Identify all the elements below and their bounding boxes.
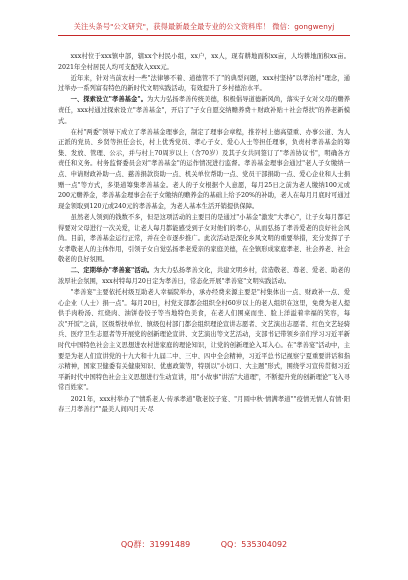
paragraph-village-intro: xxx村位于xxx镇中部，辖xx个村民小组，xx户，xx人，现有耕地面积xx亩，人均耕地面积xx亩。2021年全村居民人均可支配收入xxx元。 (58, 53, 350, 71)
section-one-intro: 为大力弘扬孝善传统美德，积极倡导道德新风尚，落实子女对父母的赡养责任，xxx村通过探索设立"孝善基金"，开启了"子女自愿交纳赡养费＋财政补贴＋社会帮扶"的养老新模式。 (58, 96, 351, 125)
footer-contact (0, 539, 408, 550)
paragraph-2021-events: 2021年，xxx村举办了"情系老人·传承孝道"敬老饺子宴、"月圆中秋·情满孝道""疫情无情人有情·阳春三月孝善行""最美人间四月天·尽 (58, 395, 350, 414)
section-heading-one: 一、探索设立"孝善基金"。 (70, 96, 148, 104)
footer-qq-group: QQ群：31991489 (120, 540, 191, 549)
section-two-intro: 为大力弘扬孝善文化，共建文明乡村，营造敬老、尊老、爱老、助老的浓厚社会氛围，xxx村特每月20日定为孝善日，常态化开展"孝善宴"文明实践活动。 (58, 267, 351, 285)
paragraph-banquet-details: "孝善宴"主要依托村级互助老人幸福院举办，承办经费来源主要是"村集体出一点、财政补一点、爱心企业（人士）捐一点"。每月20日，村党支部都会组织全村60岁以上的老人组织在这里，免费为老人提供手肉粉汤、红烧肉、油饼卷饺子等当地特色美食，在老人们围桌而坐、脸上洋溢着幸福的笑容，每次"开饭"之前，区级帮扶单位、镇级包村部门都会组织理论宣讲志愿者、文艺演出志愿者、红色文艺轻骑兵、医疗卫生志愿者等开展党的创新理论宣讲、文艺演出等文艺活动，支部书记带领乡亲们学习习近平新时代中国特色社会主义思想进农村进家庭的理论知识，让党的创新理论入耳入心。在"孝善宴"活动中，主要是为老人们宣讲党的十九大和十九届二中、三中、四中全会精神，习近平总书记视察宁夏重要讲话和指示精神，国家卫健委有关健康知识、优惠政策等，特别以"小切口、大主题"形式，围绕学习宣传贯彻习近平新时代中国特色社会主义思想进行生动宣讲，用"小故事"讲活"大道理"，不断提升党的创新理论"飞入寻常百姓家"。 (58, 289, 350, 392)
section-heading-two: 二、定期举办"孝善宴"活动。 (70, 267, 154, 275)
section-two (58, 266, 350, 287)
header-banner: 关注头条号"公文研究"，获得最新最全最专业的公文资料库！ 微信：gongwenyj (73, 22, 335, 31)
paragraph-fund-details: 在村"两委"领导下成立了孝善基金理事会，制定了理事会章程，推荐村上德高望重、办事公道、为人正派的党员、乡贤等担任会长，村上优秀党员、孝心子女、爱心人士等担任理事，负责村孝善基金的筹集、发放、管理、公示，并与村上70周岁以上（含70岁）及其子女共同签订了"孝善协议书"，明确各方责任和义务。村务监督委员会对"孝善基金"的运作情况进行监督。孝善基金理事会通过"老人子女缴纳一点、申请财政补助一点、慈善捐款资助一点、机关单位帮助一点、党员干部捐助一点、爱心企业和人士捐赠一点"等方式，多渠道筹集孝善基金。老人的子女根据个人意愿，每月25日之前为老人缴纳100元或200元赡养金，孝善基金理事会在子女缴纳的赡养金的基础上给予20%的补助，老人在每月月底时可通过现金领取到120元或240元的孝善基金，为老人基本生活开销提供保障。 (58, 128, 350, 210)
paragraph-fund-effect: 虽然老人领到的钱数不多，但是这项活动的主要目的是通过"小基金"激发"大孝心"，让子女每月都记得要对父母进行一次关爱，让老人每月都能感受到子女对他们的孝心，从而弘扬了孝善爱老的良好社会风尚。目前，孝善基金运行正常，并在全市逐步推广。此次活动是深化乡风文明的重要举措，充分发挥了子女孝敬老人的主体作用，引领子女自觉弘扬孝老爱亲的家庭美德，在全镇形成家庭孝老、社会养老、社会敬老的良好氛围。 (58, 213, 350, 264)
header-divider (58, 35, 350, 36)
document-body (58, 52, 350, 416)
section-one (58, 95, 350, 127)
paragraph-overview: 近年来，针对当前农村一些"法律够不着、道德管不了"的典型问题，xxx村坚持"以孝治村"理念，通过举办一系列富有特色的新时代文明实践活动，有效提升了乡村德治水平。 (58, 74, 350, 93)
footer-qq-number: QQ：535304092 (220, 540, 288, 549)
